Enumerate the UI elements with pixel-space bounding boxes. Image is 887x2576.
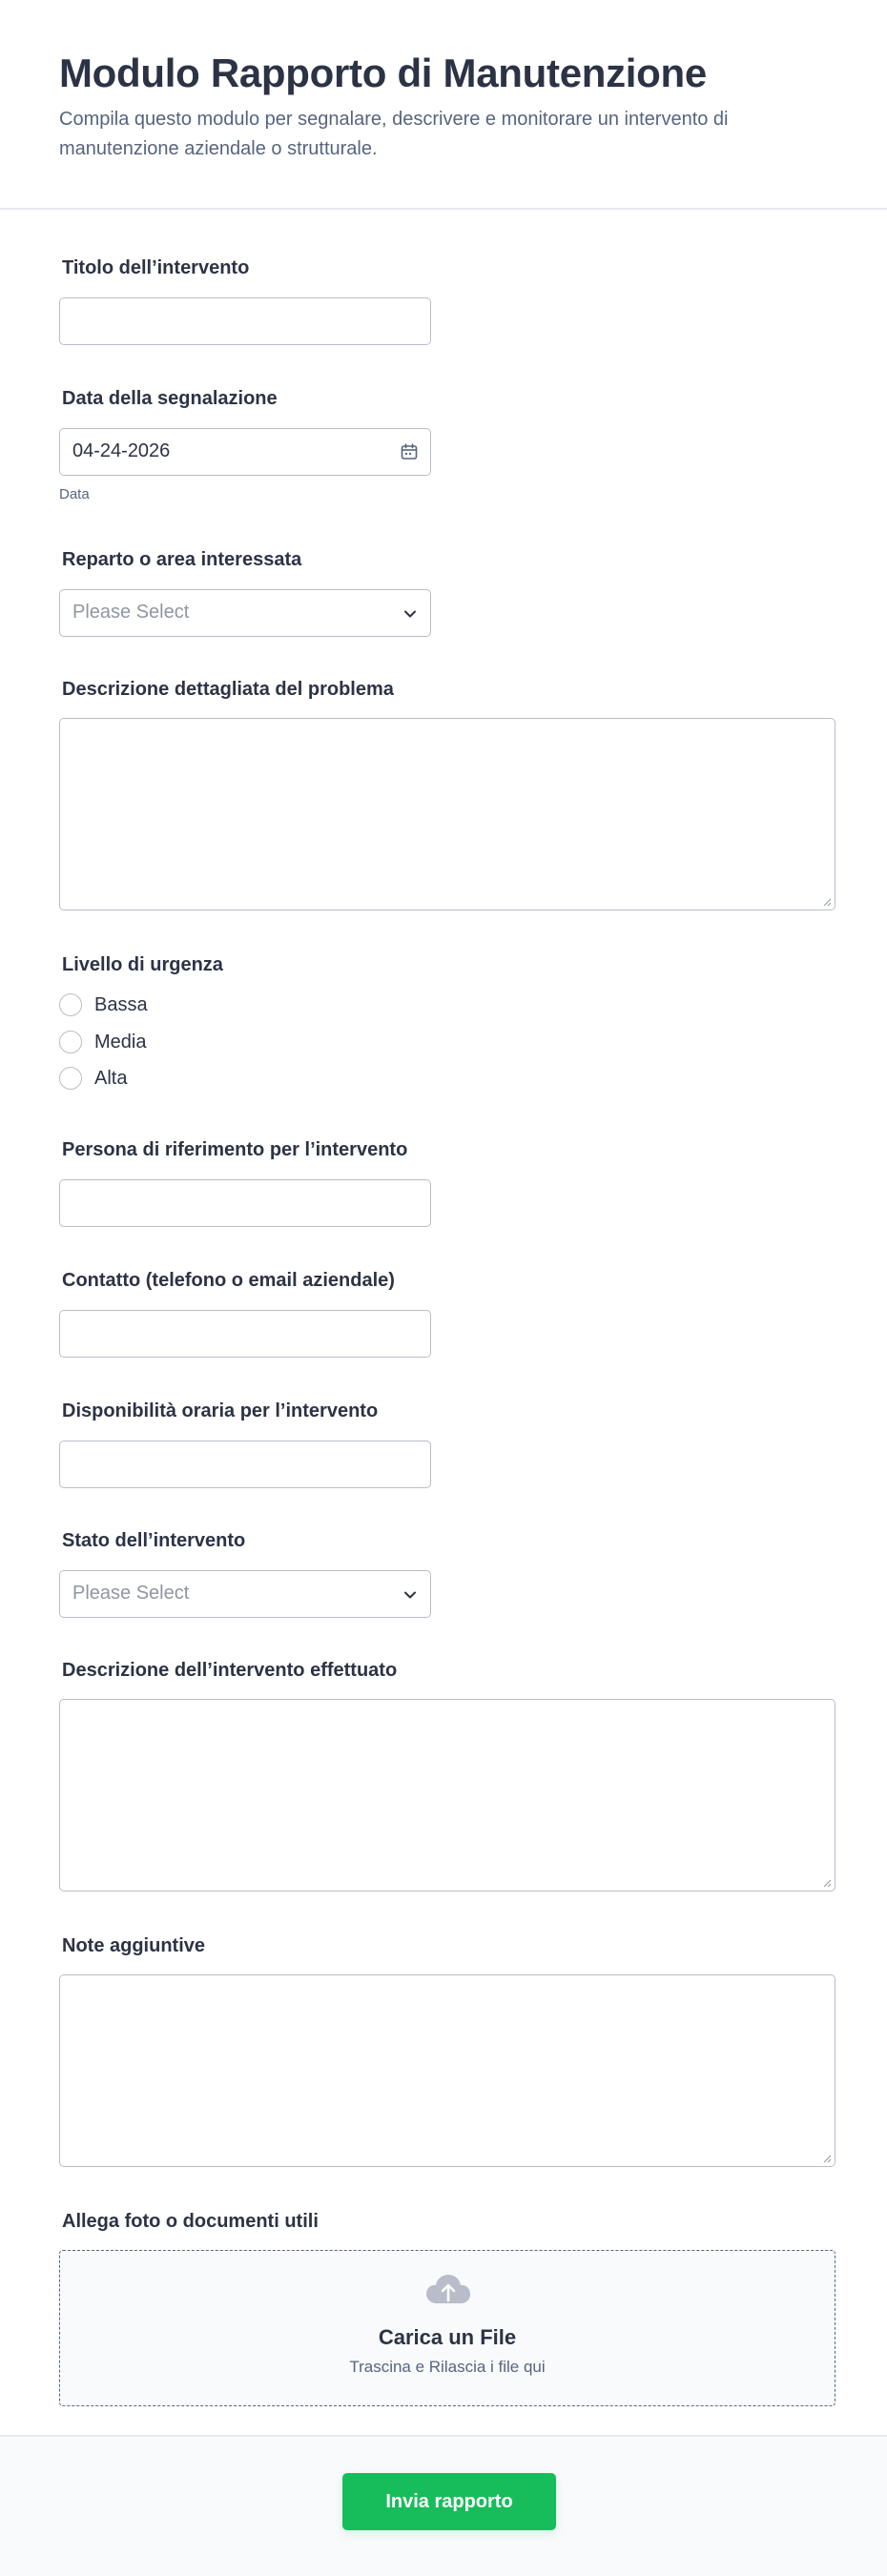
- field-contatto: [59, 1268, 395, 1293]
- date-sublabel: Data: [59, 486, 90, 502]
- form-title: Modulo Rapporto di Manutenzione: [59, 51, 707, 95]
- calendar-icon[interactable]: [401, 443, 418, 460]
- field-label-descrizione-intervento: Descrizione dell’intervento effettuato: [62, 1660, 398, 1681]
- persona-input[interactable]: [59, 1179, 431, 1227]
- radio-option-alta[interactable]: [59, 1065, 127, 1092]
- descrizione-intervento-textarea[interactable]: [59, 1699, 835, 1891]
- note-textarea[interactable]: [59, 1974, 835, 2167]
- reparto-select[interactable]: [59, 589, 431, 637]
- titolo-input[interactable]: [59, 297, 431, 345]
- field-stato: [59, 1528, 246, 1604]
- upload-subtitle: Trascina e Rilascia i file qui: [349, 2358, 546, 2376]
- radio-label: Alta: [94, 1067, 128, 1089]
- field-data: [59, 386, 278, 502]
- field-label-disponibilita: Disponibilità oraria per l’intervento: [62, 1400, 379, 1421]
- date-input[interactable]: [59, 428, 431, 476]
- resize-handle-icon[interactable]: [822, 1878, 832, 1888]
- field-label-urgenza: Livello di urgenza: [62, 954, 223, 975]
- stato-select[interactable]: [59, 1570, 431, 1618]
- radio-option-media[interactable]: [59, 1029, 146, 1055]
- field-descrizione-intervento: [59, 1658, 397, 1683]
- chevron-down-icon: [402, 1587, 418, 1603]
- radio-label: Bassa: [94, 993, 148, 1015]
- field-reparto: [59, 547, 302, 623]
- field-label-contatto: Contatto (telefono o email aziendale): [62, 1270, 395, 1291]
- field-label-reparto: Reparto o area interessata: [62, 549, 302, 570]
- field-descrizione-problema: [59, 677, 394, 702]
- field-label-allegati: Allega foto o documenti utili: [62, 2211, 319, 2232]
- field-note: [59, 1933, 205, 1958]
- form-subtitle: Compila questo modulo per segnalare, descrivere e monitorare un intervento di manutenzione aziendale o strutturale.: [59, 109, 729, 159]
- radio-button[interactable]: [59, 1067, 82, 1090]
- field-persona: [59, 1137, 407, 1162]
- disponibilita-input[interactable]: [59, 1441, 431, 1488]
- reparto-select-placeholder: Please Select: [72, 602, 190, 623]
- cloud-upload-icon: [424, 2272, 472, 2308]
- field-label-descrizione-problema: Descrizione dettagliata del problema: [62, 679, 394, 700]
- radio-label: Media: [94, 1031, 147, 1053]
- file-upload-dropzone[interactable]: [59, 2250, 835, 2406]
- upload-title: Carica un File: [378, 2325, 517, 2349]
- form-header: [0, 0, 887, 210]
- chevron-down-icon: [402, 606, 418, 622]
- resize-handle-icon[interactable]: [822, 2154, 832, 2163]
- field-disponibilita: [59, 1399, 378, 1423]
- radio-button[interactable]: [59, 993, 82, 1016]
- radio-button[interactable]: [59, 1031, 82, 1053]
- contatto-input[interactable]: [59, 1310, 431, 1358]
- radio-option-bassa[interactable]: [59, 992, 148, 1018]
- field-label-persona: Persona di riferimento per l’intervento: [62, 1139, 408, 1160]
- field-label-stato: Stato dell’intervento: [62, 1530, 246, 1551]
- form-footer: [0, 2435, 887, 2576]
- field-label-titolo: Titolo dell’intervento: [62, 257, 250, 278]
- field-label-data: Data della segnalazione: [62, 388, 278, 409]
- descrizione-problema-textarea[interactable]: [59, 718, 835, 910]
- stato-select-placeholder: Please Select: [72, 1583, 190, 1604]
- submit-button[interactable]: Invia rapporto: [342, 2473, 556, 2530]
- field-allegati: [59, 2209, 546, 2376]
- field-titolo: [59, 256, 249, 280]
- date-input-value: 04-24-2026: [72, 440, 171, 461]
- field-label-note: Note aggiuntive: [62, 1935, 206, 1956]
- resize-handle-icon[interactable]: [822, 897, 832, 907]
- field-urgenza: [59, 952, 223, 1089]
